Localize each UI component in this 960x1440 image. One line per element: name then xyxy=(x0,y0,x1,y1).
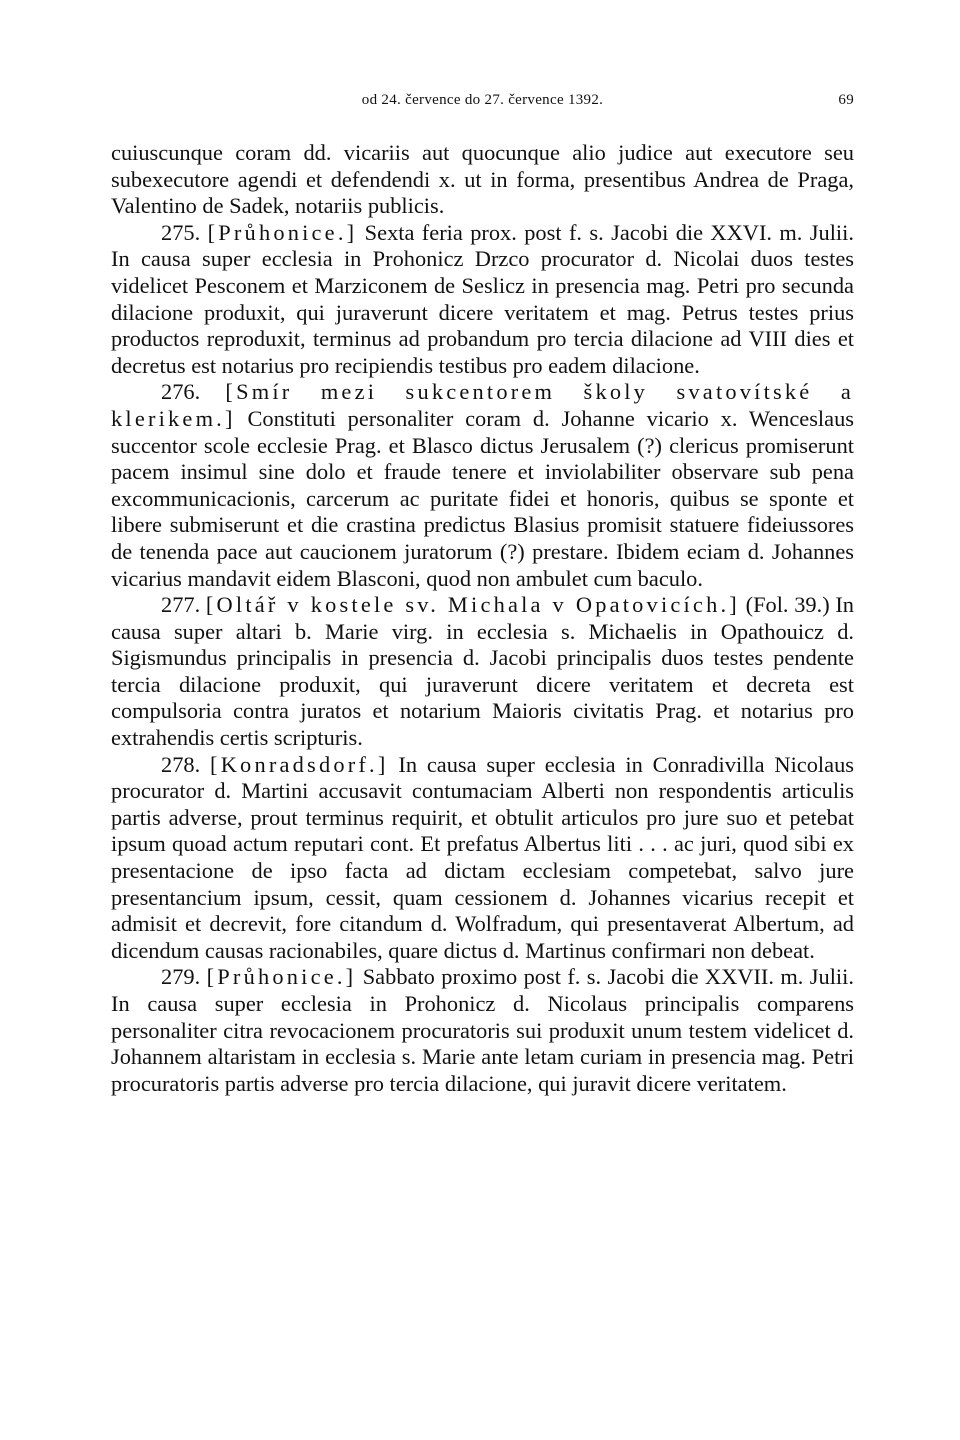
entry-number: 278. xyxy=(161,751,201,777)
entry-278 xyxy=(111,752,854,965)
page-number: 69 xyxy=(838,92,854,108)
entry-place-heading: [Smír mezi sukcentorem školy svatovítské a klerikem.] xyxy=(111,379,854,431)
running-head-title: od 24. července do 27. července 1392. xyxy=(361,92,604,108)
entry-text: (Fol. 39.) In causa super altari b. Marie virg. in ecclesia s. Michaelis in Opathouicz d. Sigismundus principalis in presencia d. Jacobi principalis duos testes pendente tercia dilacione produxit, qui juraverunt dicere veritatem et decreta est compulsoria contra juratos et notarium Maioris civitatis Prag. et notarius pro extrahendis certis scripturis. xyxy=(111,592,854,751)
entry-place-heading: [Průhonice.] xyxy=(206,964,357,990)
entry-text: Sabbato proximo post f. s. Jacobi die XXVII. m. Julii. In causa super ecclesia in Prohonicz d. Nicolaus principalis comparens personaliter citra revocacionem procuratoris sui produxit unum testem videlicet d. Johannem altaristam in ecclesia s. Marie ante letam curiam in presencia mag. Petri procuratoris partis adverse pro tercia dilacione, qui juravit dicere veritatem. xyxy=(111,964,854,1096)
entry-277 xyxy=(111,592,854,752)
entry-text: Constituti personaliter coram d. Johanne vicario x. Wenceslaus succentor scole ecclesie Prag. et Blasco dictus Jerusalem (?) clericus promiserunt pacem insimul sine dolo et fraude tenere et inviolabiliter observare sub pena excommunicacionis, carcerum ac puritate fidei et honoris, quibus se sponte et libere submiserunt et die crastina predictus Blasius promisit statuere fideiussores de tenenda pace aut caucionem juratorum (?) prestare. Ibidem eciam d. Johannes vicarius mandavit eidem Blasconi, quod non ambulet cum baculo. xyxy=(111,405,854,591)
entry-279 xyxy=(111,964,854,1097)
entry-276 xyxy=(111,379,854,592)
entry-place-heading: [Konradsdorf.] xyxy=(210,751,389,777)
continuation-paragraph xyxy=(111,140,854,220)
running-header xyxy=(111,88,854,118)
entry-number: 275. xyxy=(161,219,201,245)
document-page xyxy=(111,88,854,1097)
entry-number: 277. xyxy=(161,592,201,618)
entry-text: Sexta feria prox. post f. s. Jacobi die XXVI. m. Julii. In causa super ecclesia in Prohonicz Drzco procurator d. Nicolai duos testes videlicet Pesconem et Marziconem de Seslicz in presencia mag. Petri pro secunda dilacione produxit, qui juraverunt dicere veritatem et mag. Petrus testes prius productos reproduxit, terminus ad probandum pro tercia dilacione ad VIII dies et decretus est notarius pro recipiendis testibus pro eadem dilacione. xyxy=(111,219,854,378)
entry-place-heading: [Průhonice.] xyxy=(207,219,358,245)
entry-text: In causa super ecclesia in Conradivilla Nicolaus procurator d. Martini accusavit contumaciam Alberti non respondentis articulis partis adverse, prout terminus requirit, et obtulit articulos pro jure suo et petebat ipsum quoad actum reputari cont. Et prefatus Albertus liti . . . ac juri, quod sibi ex presentacione de ipso facta ad dictam ecclesiam competebat, salvo jure presentancium ipsum, cessit, quam cessionem d. Johannes vicarius recepit et admisit et decrevit, fore citandum d. Wolfradum, qui presentaverat Albertum, ad dicendum causas racionabiles, quare dictus d. Martinus confirmari non debeat. xyxy=(111,751,854,963)
paragraph-text: cuiuscunque coram dd. vicariis aut quocunque alio judice aut executore seu subexecutore agendi et defendendi x. ut in forma, presentibus Andrea de Praga, Valentino de Sadek, notariis publicis. xyxy=(111,140,854,219)
entry-number: 276. xyxy=(161,379,201,405)
entry-275 xyxy=(111,220,854,380)
entry-place-heading: [Oltář v kostele sv. Michala v Opatovicích.] xyxy=(205,592,740,618)
body-text xyxy=(111,140,854,1097)
entry-number: 279. xyxy=(161,964,201,990)
